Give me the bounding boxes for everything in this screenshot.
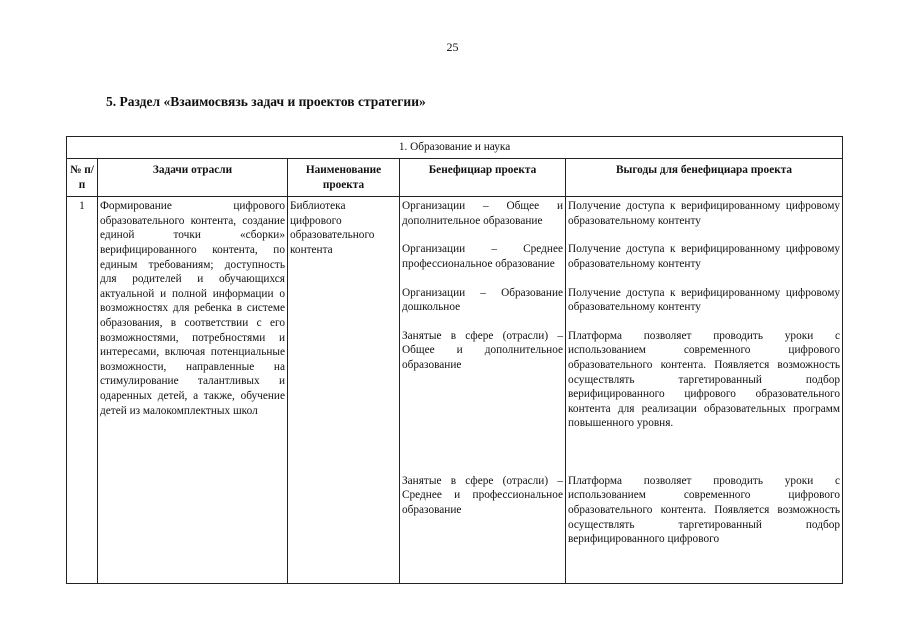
benefit-item: Получение доступа к верифицированному цифровому образовательному контенту (568, 286, 841, 314)
header-num: № п/п (67, 159, 98, 197)
header-beneficiary: Бенефициар проекта (400, 159, 566, 197)
benefit-item: Получение доступа к верифицированному цифровому образовательному контенту (568, 200, 841, 227)
benefit-item: Платформа позволяет проводить уроки с использованием современного цифрового образовательного контента. Появляется возможность осуществлять таргетированный подбор верифицированного цифрового (568, 474, 841, 546)
beneficiary-item: Организации – Образование дошкольное (402, 286, 563, 314)
section-title: 5. Раздел «Взаимосвязь задач и проектов стратегии» (106, 94, 426, 109)
beneficiary-item: Занятые в сфере (отрасли) – Общее и дополнительное образование (402, 329, 563, 371)
beneficiary-item: Занятые в сфере (отрасли) – Среднее и профессиональное образование (402, 474, 563, 516)
beneficiary-cell (400, 197, 566, 584)
page-number: 25 (446, 40, 459, 54)
project-cell: Библиотека цифрового образовательного контента (288, 197, 400, 584)
task-cell: Формирование цифрового образовательного контента, создание единой точки «сборки» верифицированного контента, по единым требованиям; доступность для родителей и обучающихся актуальной и полной информации о возможностях для ребенка в системе образования, в соответствии с его возможностями, потребностями и интересами, включая потенциальные возможности, направленные на стимулирование талантливых и одаренных детей, а также, обучение детей из малокомплектных школ (98, 197, 288, 584)
benefit-item: Платформа позволяет проводить уроки с использованием современного цифрового образовательного контента. Появляется возможность осуществлять таргетированный подбор верифицированного цифрового образовательного контента для реализации образовательных программ повышенного уровня. (568, 329, 841, 430)
beneficiary-item: Организации – Общее и дополнительное образование (402, 200, 563, 227)
strategy-table (66, 136, 843, 584)
header-tasks: Задачи отрасли (98, 159, 288, 197)
benefit-item: Получение доступа к верифицированному цифровому образовательному контенту (568, 243, 841, 270)
table-caption: 1. Образование и наука (67, 137, 843, 159)
table-caption-row (67, 137, 843, 159)
benefits-cell (566, 197, 843, 584)
header-benefits: Выгоды для бенефициара проекта (566, 159, 843, 197)
table-row (67, 197, 843, 584)
header-project: Наименование проекта (288, 159, 400, 197)
table-header-row (67, 159, 843, 197)
row-number: 1 (67, 197, 98, 584)
beneficiary-item: Организации – Среднее профессиональное образование (402, 243, 563, 270)
